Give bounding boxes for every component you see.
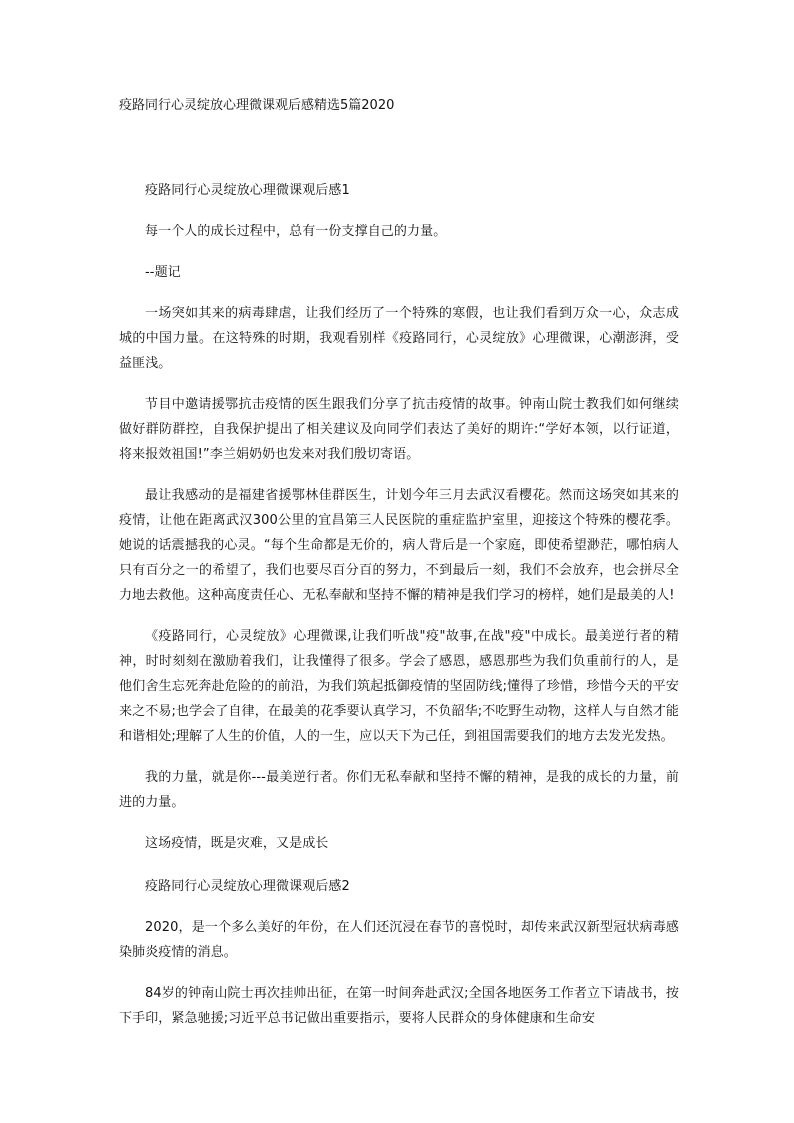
paragraph-intro: 一场突如其来的病毒肆虐，让我们经历了一个特殊的寒假，也让我们看到万众一心，众志成城的中国力量。在这特殊的时期，我观看别样《疫路同行，心灵绽放》心理微课，心潮澎湃，受益匪浅。 bbox=[119, 306, 679, 371]
paragraph-doctor-story: 最让我感动的是福建省援鄂林佳群医生，计划今年三月去武汉看樱花。然而这场突如其来的疫情，让他在距离武汉300公里的宜昌第三人民医院的重症监护室里，迎接这个特殊的樱花季。她说的话震撼我的心灵。“每个生命都是无价的，病人背后是一个家庭，即使希望渺茫，哪怕病人只有百分之一的希望了，我们也要尽百分百的努力，不到最后一刻，我们不会放弃，也会拼尽全力地去救他。这种高度责任心、无私奉献和坚持不懈的精神是我们学习的榜样，她们是最美的人! bbox=[119, 488, 679, 603]
paragraph-reflection: 《疫路同行，心灵绽放》心理微课,让我们听战"疫"故事,在战"疫"中成长。最美逆行者的精神，时时刻刻在激励着我们，让我懂得了很多。学会了感恩，感恩那些为我们负重前行的人，是他们舍生忘死奔赴危险的的前沿，为我们筑起抵御疫情的坚固防线;懂得了珍惜，珍惜今天的平安来之不易;也学会了自律，在最美的花季要认真学习，不负韶华;不吃野生动物，这样人与自然才能和谐相处;理解了人生的价值，人的一生，应以天下为己任，到祖国需要我们的地方去发光发热。 bbox=[119, 629, 679, 744]
section-heading-1: 疫路同行心灵绽放心理微课观后感1 bbox=[145, 183, 350, 198]
document-body bbox=[119, 178, 679, 1047]
paragraph-conclusion: 这场疫情，既是灾难，又是成长 bbox=[145, 836, 329, 851]
document-title: 疫路同行心灵绽放心理微课观后感精选5篇2020 bbox=[119, 98, 395, 113]
paragraph-zhong-nanshan: 84岁的钟南山院士再次挂帅出征，在第一时间奔赴武汉;全国各地医务工作者立下请战书，按下手印，紧急驰援;习近平总书记做出重要指示，要将人民群众的身体健康和生命安 bbox=[119, 986, 679, 1026]
paragraph-2020: 2020，是一个多么美好的年份，在人们还沉浸在春节的喜悦时，却传来武汉新型冠状病毒感染肺炎疫情的消息。 bbox=[119, 920, 679, 960]
section-heading-2: 疫路同行心灵绽放心理微课观后感2 bbox=[145, 879, 350, 894]
paragraph-motto: 每一个人的成长过程中，总有一份支撑自己的力量。 bbox=[145, 224, 447, 239]
paragraph-strength: 我的力量，就是你---最美逆行者。你们无私奉献和坚持不懈的精神，是我的成长的力量，前进的力量。 bbox=[119, 770, 679, 810]
paragraph-program: 节目中邀请援鄂抗击疫情的医生跟我们分享了抗击疫情的故事。钟南山院士教我们如何继续做好群防群控，自我保护提出了相关建议及向同学们表达了美好的期许:“学好本领，以行证道，将来报效祖国!”李兰娟奶奶也发来对我们殷切寄语。 bbox=[119, 397, 679, 462]
paragraph-epigraph: --题记 bbox=[145, 265, 181, 280]
